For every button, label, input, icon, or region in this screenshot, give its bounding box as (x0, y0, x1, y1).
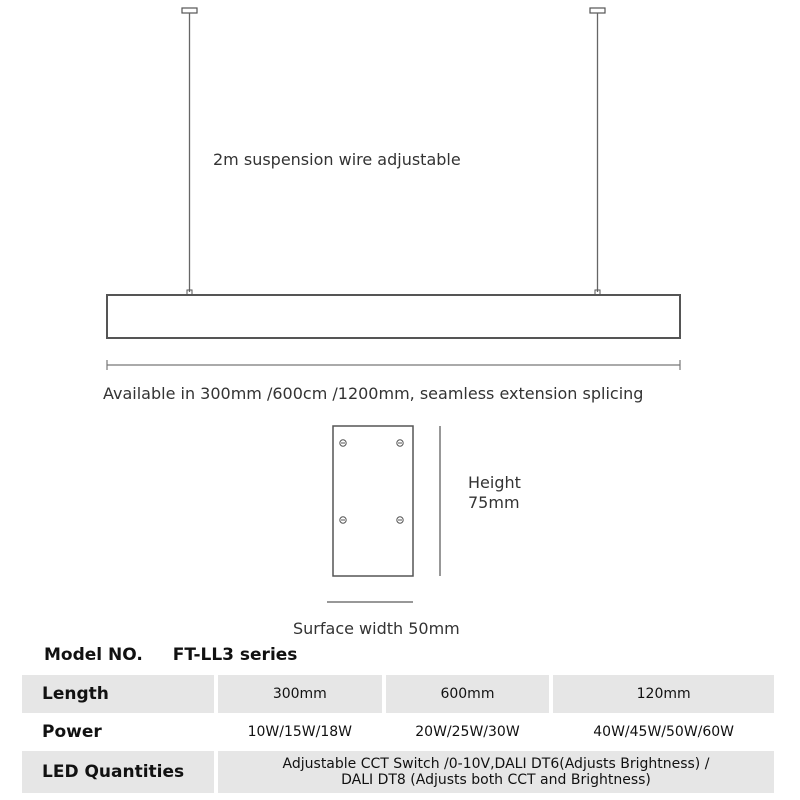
profile-cross-section (333, 426, 413, 576)
led-description-line1: Adjustable CCT Switch /0-10V,DALI DT6(Adjusts Brightness) / (282, 756, 710, 772)
ceiling-mount-right (590, 8, 605, 13)
table-cell: 10W/15W/18W (218, 717, 382, 747)
height-value: 75mm (468, 493, 520, 512)
table-row-power (22, 717, 774, 747)
spec-table (18, 671, 778, 797)
table-cell: 120mm (553, 675, 774, 713)
row-header-power: Power (22, 717, 214, 747)
model-value: FT-LL3 series (172, 645, 298, 665)
light-bar (107, 295, 680, 338)
model-number-row (44, 645, 297, 665)
table-cell: 40W/45W/50W/60W (553, 717, 774, 747)
wire-label: 2m suspension wire adjustable (213, 150, 461, 169)
table-row-length (22, 675, 774, 713)
model-label: Model NO. (44, 645, 143, 665)
table-row-led (22, 751, 774, 793)
width-label: Surface width 50mm (293, 619, 460, 638)
ceiling-mount-left (182, 8, 197, 13)
height-label-block (468, 473, 521, 513)
led-description-cell (218, 751, 774, 793)
table-cell: 300mm (218, 675, 382, 713)
led-description-line2: DALI DT8 (Adjusts both CCT and Brightness) (341, 772, 651, 788)
height-label: Height (468, 473, 521, 492)
row-header-length: Length (22, 675, 214, 713)
table-cell: 20W/25W/30W (386, 717, 550, 747)
length-label: Available in 300mm /600cm /1200mm, seamless extension splicing (103, 384, 644, 403)
table-cell: 600mm (386, 675, 550, 713)
row-header-led: LED Quantities (22, 751, 214, 793)
